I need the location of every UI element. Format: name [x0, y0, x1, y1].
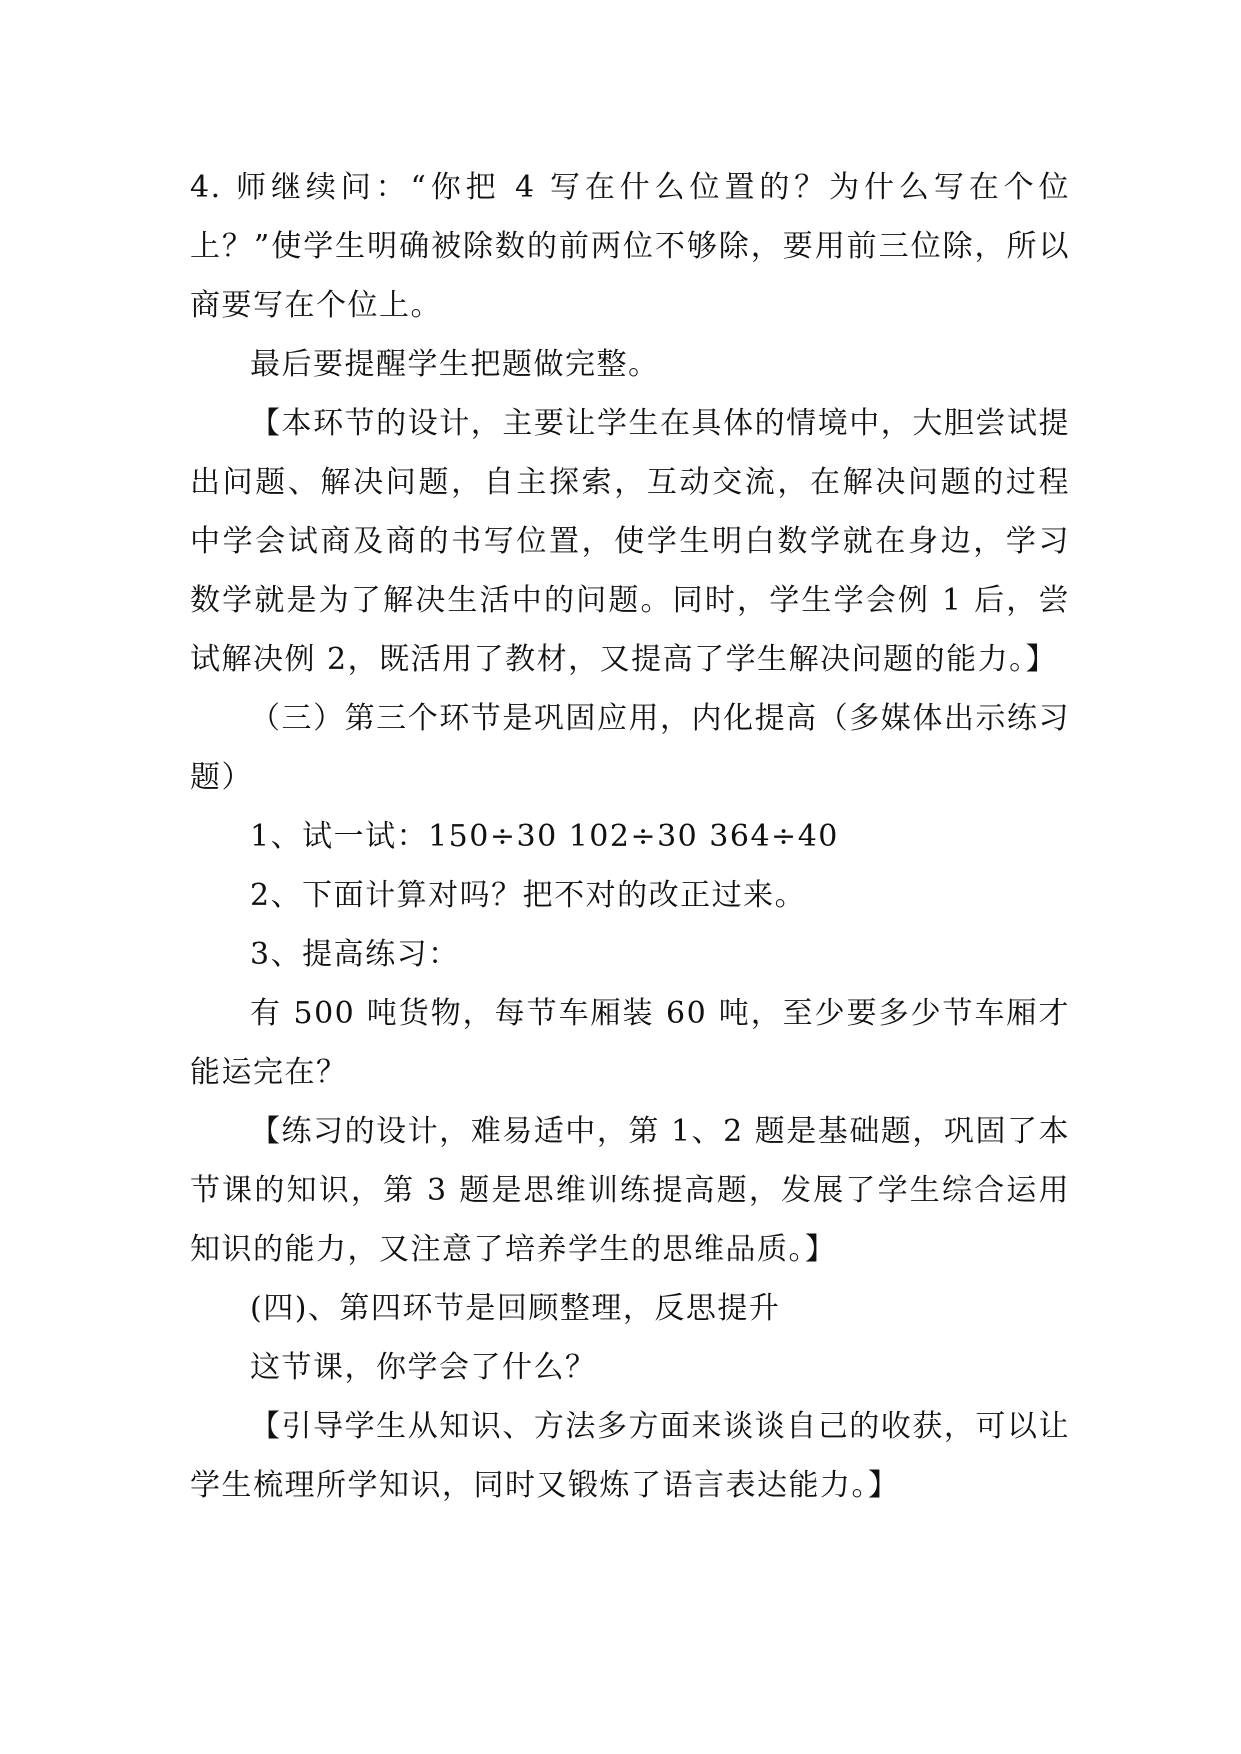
paragraph-section-three-heading: （三）第三个环节是巩固应用，内化提高（多媒体出示练习题）: [190, 701, 1070, 795]
paragraph-exercise-1: 1、试一试：150÷30 102÷30 364÷40: [250, 819, 839, 854]
paragraph-teacher-question: 4. 师继续问：“你把 4 写在什么位置的？为什么写在个位上？”使学生明确被除数的前两位不够除，要用前三位除，所以商要写在个位上。: [190, 170, 1070, 323]
paragraph-exercise-2: 2、下面计算对吗？把不对的改正过来。: [250, 878, 807, 913]
paragraph-reminder: 最后要提醒学生把题做完整。: [250, 347, 660, 382]
paragraph-exercise-3: 3、提高练习：: [250, 937, 460, 972]
paragraph-word-problem: 有 500 吨货物，每节车厢装 60 吨，至少要多少节车厢才能运完在？: [190, 996, 1070, 1090]
paragraph-design-note-2: 【练习的设计，难易适中，第 1、2 题是基础题，巩固了本节课的知识，第 3 题是思维训练提高题，发展了学生综合运用知识的能力，又注意了培养学生的思维品质。】: [190, 1114, 1070, 1267]
paragraph-section-four-heading: (四)、第四环节是回顾整理，反思提升: [250, 1291, 781, 1326]
paragraph-design-note-1: 【本环节的设计，主要让学生在具体的情境中，大胆尝试提出问题、解决问题，自主探索，互动交流，在解决问题的过程中学会试商及商的书写位置，使学生明白数学就在身边，学习数学就是为了解决生活中的问题。同时，学生学会例 1 后，尝试解决例 2，既活用了教材，又提高了学生解决问题的能力。】: [190, 406, 1070, 677]
paragraph-design-note-3: 【引导学生从知识、方法多方面来谈谈自己的收获，可以让学生梳理所学知识，同时又锻炼了语言表达能力。】: [190, 1409, 1070, 1503]
paragraph-review-question: 这节课，你学会了什么？: [250, 1350, 597, 1385]
document-body: [190, 158, 1070, 1515]
